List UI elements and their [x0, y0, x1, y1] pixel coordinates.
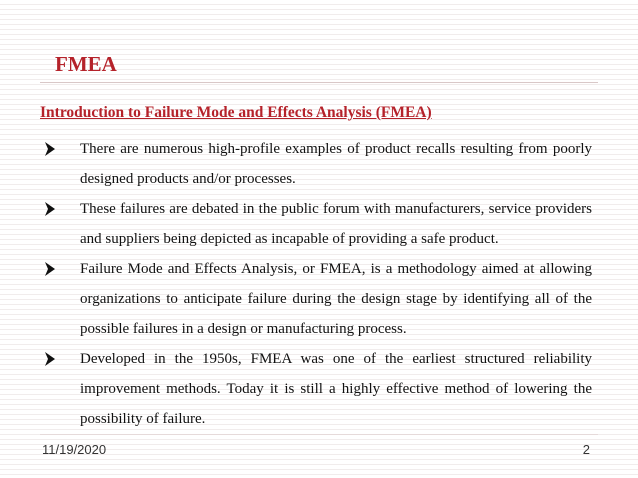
arrowhead-bullet-icon [44, 194, 56, 224]
bullet-text: Failure Mode and Effects Analysis, or FMEA, is a methodology aimed at allowing organizations to anticipate failure during the design stage by identifying all of the possible failures in a design or manufacturing process. [80, 261, 592, 337]
slide-title: FMEA [55, 52, 117, 76]
footer-divider [40, 434, 598, 435]
arrowhead-bullet-icon [44, 134, 56, 164]
bullet-text: These failures are debated in the public forum with manufacturers, service providers and suppliers being depicted as incapable of providing a safe product. [80, 201, 592, 247]
slide-subtitle: Introduction to Failure Mode and Effects Analysis (FMEA) [40, 104, 432, 121]
arrowhead-bullet-icon [44, 254, 56, 284]
page-number: 2 [582, 442, 590, 457]
bullet-text: Developed in the 1950s, FMEA was one of the earliest structured reliability improvement methods. Today it is still a highly effective method of lowering the possibility of failure. [80, 351, 592, 427]
bullet-text: There are numerous high-profile examples of product recalls resulting from poorly designed products and/or processes. [80, 141, 592, 187]
footer-date: 11/19/2020 [42, 442, 107, 457]
bullet-item [44, 194, 592, 254]
title-divider [40, 82, 598, 83]
bullet-item [44, 344, 592, 434]
bullet-item [44, 254, 592, 344]
arrowhead-bullet-icon [44, 344, 56, 374]
bullet-list [44, 134, 592, 434]
bullet-item [44, 134, 592, 194]
